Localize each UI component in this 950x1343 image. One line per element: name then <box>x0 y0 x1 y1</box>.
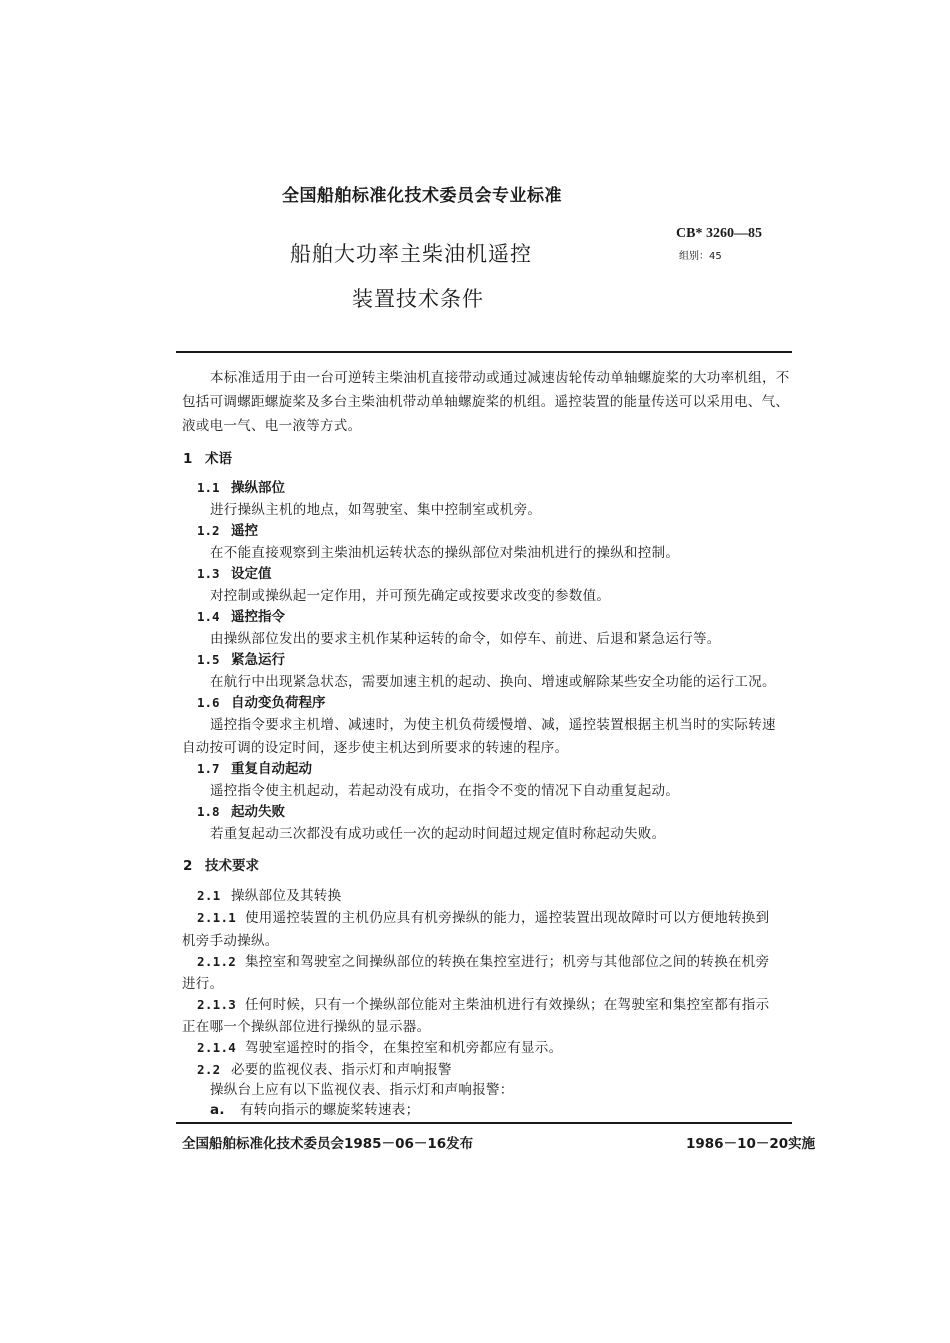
term-heading: 1.8 起动失败 <box>197 804 285 820</box>
issuing-org: 全国船舶标准化技术委员会专业标准 <box>282 186 562 206</box>
intro-line: 本标准适用于由一台可逆转主柴油机直接带动或通过减速齿轮传动单轴螺旋桨的大功率机组，不 <box>210 370 790 386</box>
header-rule <box>176 351 792 353</box>
intro-line: 包括可调螺距螺旋桨及多台主柴油机带动单轴螺旋桨的机组。遥控装置的能量传送可以采用电、气、 <box>182 394 790 410</box>
subsection-heading: 2.2 必要的监视仪表、指示灯和声响报警 <box>197 1062 452 1078</box>
term-heading: 1.1 操纵部位 <box>197 480 285 496</box>
section-1-heading: 1 术语 <box>183 451 232 467</box>
clause-line: 正在哪一个操纵部位进行操纵的显示器。 <box>182 1019 431 1035</box>
term-definition: 由操纵部位发出的要求主机作某种运转的命令，如停车、前进、后退和紧急运行等。 <box>210 631 721 647</box>
term-definition: 遥控指令要求主机增、减速时，为使主机负荷缓慢增、减，遥控装置根据主机当时的实际转速 <box>210 717 776 733</box>
clause-line: 操纵台上应有以下监视仪表、指示灯和声响报警： <box>210 1082 514 1098</box>
list-item: a. 有转向指示的螺旋桨转速表； <box>210 1102 420 1118</box>
standard-code: CB* 3260—85 <box>676 226 762 241</box>
term-definition: 对控制或操纵起一定作用，并可预先确定或按要求改变的参数值。 <box>210 588 611 604</box>
implementation-date: 1986－10－20实施 <box>686 1136 816 1152</box>
term-heading: 1.7 重复自动起动 <box>197 761 312 777</box>
term-definition: 自动按可调的设定时间，逐步使主机达到所要求的转速的程序。 <box>182 740 569 756</box>
doc-title-line2: 装置技术条件 <box>352 287 484 311</box>
group-number: 组别：45 <box>679 251 722 262</box>
term-definition: 遥控指令使主机起动，若起动没有成功，在指令不变的情况下自动重复起动。 <box>210 783 680 799</box>
term-heading: 1.5 紧急运行 <box>197 652 285 668</box>
clause-line: 进行。 <box>182 976 224 992</box>
term-heading: 1.2 遥控 <box>197 523 258 539</box>
term-definition: 进行操纵主机的地点，如驾驶室、集中控制室或机旁。 <box>210 502 542 518</box>
clause-line: 2.1.2 集控室和驾驶室之间操纵部位的转换在集控室进行；机旁与其他部位之间的转换在机旁 <box>197 954 770 970</box>
subsection-heading: 2.1 操纵部位及其转换 <box>197 888 342 904</box>
clause-line: 2.1.3 任何时候，只有一个操纵部位能对主柴油机进行有效操纵；在驾驶室和集控室都有指示 <box>197 997 770 1013</box>
term-definition: 在不能直接观察到主柴油机运转状态的操纵部位对柴油机进行的操纵和控制。 <box>210 545 680 561</box>
intro-line: 液或电一气、电一液等方式。 <box>182 418 362 434</box>
footer-rule <box>176 1122 792 1124</box>
issue-date: 全国船舶标准化技术委员会1985－06－16发布 <box>182 1136 474 1152</box>
term-heading: 1.4 遥控指令 <box>197 609 285 625</box>
term-definition: 在航行中出现紧急状态，需要加速主机的起动、换向、增速或解除某些安全功能的运行工况。 <box>210 674 776 690</box>
clause-line: 机旁手动操纵。 <box>182 933 279 949</box>
clause-line: 2.1.4 驾驶室遥控时的指令，在集控室和机旁都应有显示。 <box>197 1040 563 1056</box>
term-definition: 若重复起动三次都没有成功或任一次的起动时间超过规定值时称起动失败。 <box>210 826 666 842</box>
section-2-heading: 2 技术要求 <box>183 858 259 874</box>
doc-title-line1: 船舶大功率主柴油机遥控 <box>290 242 532 266</box>
term-heading: 1.6 自动变负荷程序 <box>197 695 326 711</box>
term-heading: 1.3 设定值 <box>197 566 272 582</box>
clause-line: 2.1.1 使用遥控装置的主机仍应具有机旁操纵的能力，遥控装置出现故障时可以方便地转换到 <box>197 910 770 926</box>
